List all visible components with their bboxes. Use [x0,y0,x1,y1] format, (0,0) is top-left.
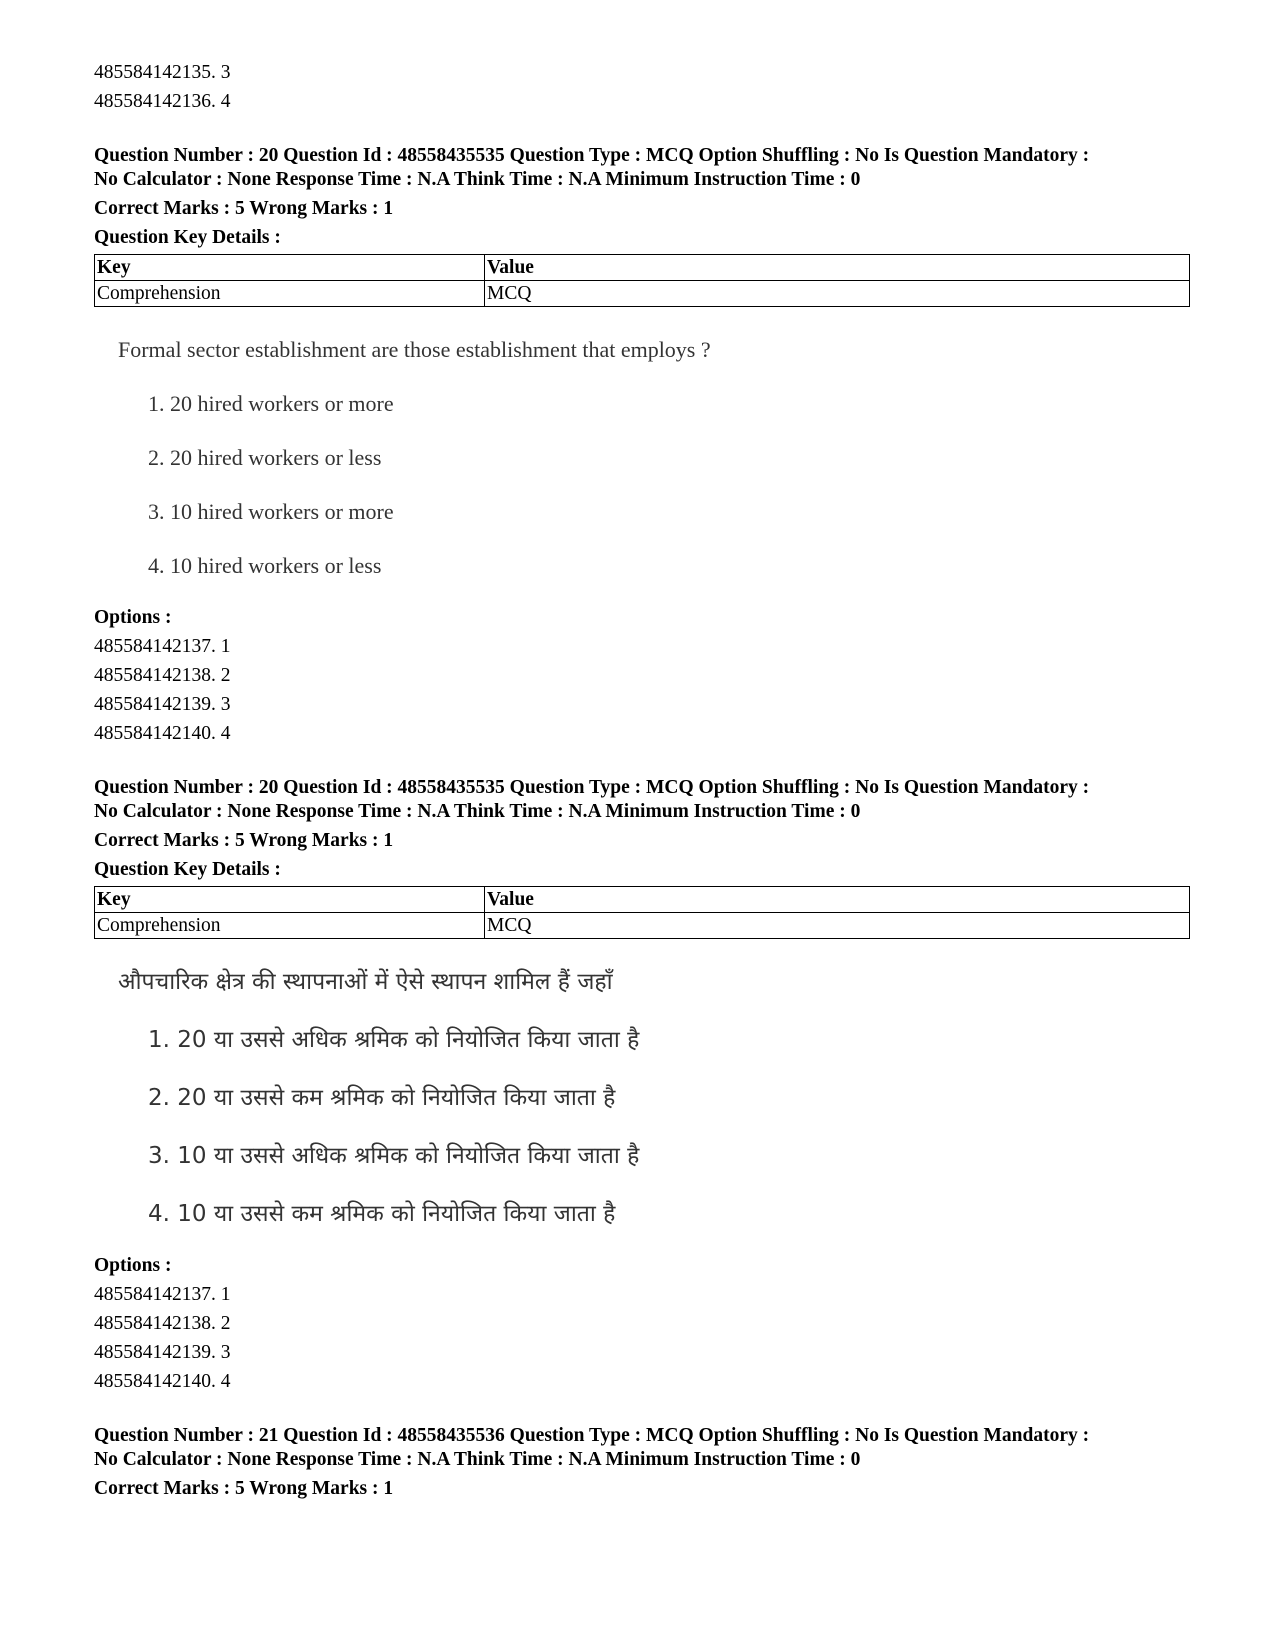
table-row [95,281,1190,307]
option-id-line: 485584142135. 3 [94,62,231,83]
choice-item: 3. 10 या उससे अधिक श्रमिक को नियोजित किया जाता है [148,1143,640,1169]
table-cell-value: MCQ [485,281,1190,307]
question-header-line: Question Number : 21 Question Id : 48558435536 Question Type : MCQ Option Shuffling : No Is Question Mandatory : [94,1425,1090,1446]
key-details-label: Question Key Details : [94,859,281,880]
question-20-english [94,144,1194,748]
question-header-line: No Calculator : None Response Time : N.A Think Time : N.A Minimum Instruction Time : 0 [94,801,861,822]
option-id-line: 485584142140. 4 [94,1371,231,1392]
question-20-hindi [94,776,1194,1396]
question-body [118,967,1194,1229]
table-header-value: Value [485,887,1190,913]
choice-item: 1. 20 hired workers or more [148,391,394,416]
table-header-row [95,255,1190,281]
table-cell-key: Comprehension [95,281,485,307]
choice-item: 2. 20 या उससे कम श्रमिक को नियोजित किया जाता है [148,1085,616,1111]
table-cell-value: MCQ [485,913,1190,939]
options-label: Options : [94,1255,172,1276]
choice-item: 3. 10 hired workers or more [148,499,394,524]
question-21 [94,1424,1194,1503]
key-details-label: Question Key Details : [94,227,281,248]
option-id-line: 485584142137. 1 [94,636,231,657]
question-header-line: Question Number : 20 Question Id : 48558435535 Question Type : MCQ Option Shuffling : No Is Question Mandatory : [94,777,1090,798]
question-header-line: No Calculator : None Response Time : N.A Think Time : N.A Minimum Instruction Time : 0 [94,1449,861,1470]
marks-line: Correct Marks : 5 Wrong Marks : 1 [94,198,394,219]
option-id-line: 485584142140. 4 [94,723,231,744]
key-details-table [94,254,1190,307]
choice-item: 4. 10 या उससे कम श्रमिक को नियोजित किया जाता है [148,1201,616,1227]
table-row [95,913,1190,939]
table-header-key: Key [95,887,485,913]
marks-line: Correct Marks : 5 Wrong Marks : 1 [94,1478,394,1499]
table-cell-key: Comprehension [95,913,485,939]
choice-item: 4. 10 hired workers or less [148,553,382,578]
marks-line: Correct Marks : 5 Wrong Marks : 1 [94,830,394,851]
table-header-value: Value [485,255,1190,281]
document-page [94,58,1194,1503]
question-body [118,335,1194,581]
choice-item: 2. 20 hired workers or less [148,445,382,470]
option-id-line: 485584142136. 4 [94,91,231,112]
options-label: Options : [94,607,172,628]
key-details-table [94,886,1190,939]
option-id-line: 485584142137. 1 [94,1284,231,1305]
option-id-line: 485584142138. 2 [94,1313,231,1334]
option-id-line: 485584142139. 3 [94,694,231,715]
option-id-line: 485584142139. 3 [94,1342,231,1363]
option-id-line: 485584142138. 2 [94,665,231,686]
question-header-line: Question Number : 20 Question Id : 48558435535 Question Type : MCQ Option Shuffling : No Is Question Mandatory : [94,145,1090,166]
choice-item: 1. 20 या उससे अधिक श्रमिक को नियोजित किया जाता है [148,1027,640,1053]
question-text: औपचारिक क्षेत्र की स्थापनाओं में ऐसे स्थापन शामिल हैं जहाँ [118,969,613,995]
question-header-line: No Calculator : None Response Time : N.A Think Time : N.A Minimum Instruction Time : 0 [94,169,861,190]
table-header-row [95,887,1190,913]
table-header-key: Key [95,255,485,281]
question-text: Formal sector establishment are those establishment that employs ? [118,337,711,362]
